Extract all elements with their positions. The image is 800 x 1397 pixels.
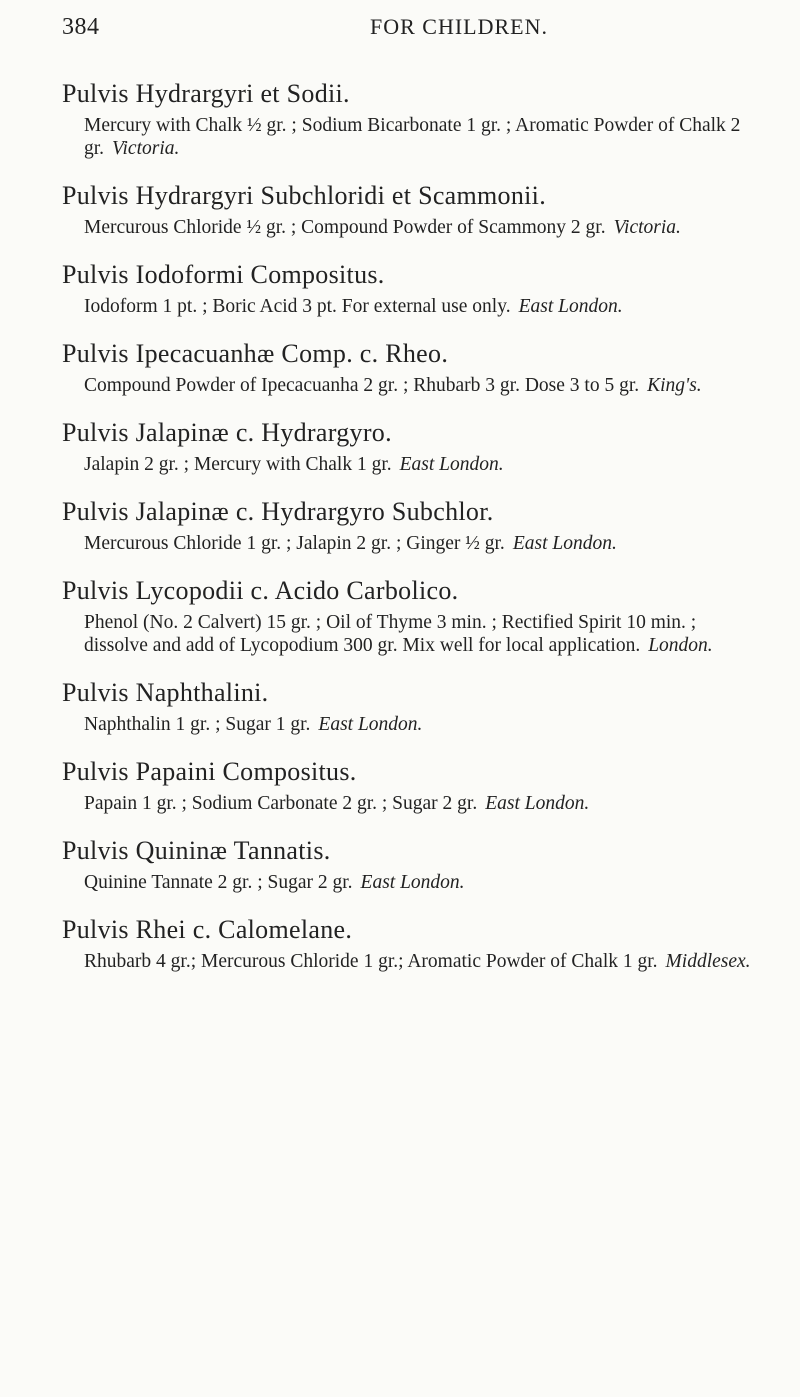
- entry-source: Middlesex.: [665, 951, 751, 972]
- entry-source: East London.: [399, 454, 504, 475]
- entry-ingredients: Mercurous Chloride ½ gr. ; Compound Powder of Scammony 2 gr.: [84, 217, 606, 238]
- page-number: 384: [62, 14, 100, 40]
- entry-title: Pulvis Naphthalini.: [62, 678, 269, 707]
- entry-title: Pulvis Quininæ Tannatis.: [62, 836, 331, 865]
- entry-title: Pulvis Iodoformi Compositus.: [62, 260, 385, 289]
- entry-source: Victoria.: [613, 217, 681, 238]
- entry-body: [62, 611, 762, 657]
- entry-ingredients: Mercury with Chalk ½ gr. ; Sodium Bicarbonate 1 gr. ; Aromatic Powder of Chalk 2 gr.: [84, 115, 741, 159]
- formulary-entry: [62, 914, 762, 973]
- entry-source: East London.: [518, 296, 623, 317]
- entry-ingredients: Rhubarb 4 gr.; Mercurous Chloride 1 gr.; Aromatic Powder of Chalk 1 gr.: [84, 951, 658, 972]
- entry-title: Pulvis Rhei c. Calomelane.: [62, 915, 353, 944]
- entry-title: Pulvis Ipecacuanhæ Comp. c. Rheo.: [62, 339, 449, 368]
- formulary-entry: [62, 259, 762, 318]
- entry-source: King's.: [647, 375, 702, 396]
- entry-title: Pulvis Jalapinæ c. Hydrargyro.: [62, 418, 392, 447]
- formulary-entry: [62, 417, 762, 476]
- entry-source: East London.: [512, 533, 617, 554]
- entry-body: [62, 374, 762, 397]
- entry-title: Pulvis Lycopodii c. Acido Carbolico.: [62, 576, 459, 605]
- entry-ingredients: Jalapin 2 gr. ; Mercury with Chalk 1 gr.: [84, 454, 392, 475]
- formulary-entry: [62, 756, 762, 815]
- entry-ingredients: Compound Powder of Ipecacuanha 2 gr. ; Rhubarb 3 gr. Dose 3 to 5 gr.: [84, 375, 640, 396]
- formulary-entry: [62, 496, 762, 555]
- formulary-entry: [62, 575, 762, 657]
- formulary-entry: [62, 338, 762, 397]
- entry-ingredients: Mercurous Chloride 1 gr. ; Jalapin 2 gr. ; Ginger ½ gr.: [84, 533, 505, 554]
- entry-body: [62, 950, 762, 973]
- entry-source: East London.: [360, 872, 465, 893]
- entry-ingredients: Papain 1 gr. ; Sodium Carbonate 2 gr. ; Sugar 2 gr.: [84, 793, 478, 814]
- entry-ingredients: Quinine Tannate 2 gr. ; Sugar 2 gr.: [84, 872, 353, 893]
- running-head: FOR CHILDREN.: [370, 14, 549, 39]
- page-header: [62, 14, 762, 54]
- formulary-entry: [62, 78, 762, 160]
- formulary-entry: [62, 677, 762, 736]
- entry-title: Pulvis Papaini Compositus.: [62, 757, 357, 786]
- entry-body: [62, 792, 762, 815]
- entry-title: Pulvis Hydrargyri Subchloridi et Scammonii.: [62, 181, 546, 210]
- entry-body: [62, 532, 762, 555]
- entry-body: [62, 713, 762, 736]
- entry-body: [62, 295, 762, 318]
- entry-body: [62, 114, 762, 160]
- entry-body: [62, 871, 762, 894]
- entry-ingredients: Naphthalin 1 gr. ; Sugar 1 gr.: [84, 714, 311, 735]
- formulary-entry: [62, 835, 762, 894]
- entry-body: [62, 453, 762, 476]
- formulary-entries: [62, 78, 762, 993]
- entry-source: London.: [648, 635, 713, 656]
- formulary-entry: [62, 180, 762, 239]
- entry-title: Pulvis Jalapinæ c. Hydrargyro Subchlor.: [62, 497, 494, 526]
- entry-source: East London.: [485, 793, 590, 814]
- entry-ingredients: Phenol (No. 2 Calvert) 15 gr. ; Oil of Thyme 3 min. ; Rectified Spirit 10 min. ; dissolve and add of Lycopodium 300 gr. Mix well for local application.: [84, 612, 697, 656]
- entry-ingredients: Iodoform 1 pt. ; Boric Acid 3 pt. For external use only.: [84, 296, 511, 317]
- entry-title: Pulvis Hydrargyri et Sodii.: [62, 79, 350, 108]
- entry-source: Victoria.: [112, 138, 180, 159]
- entry-body: [62, 216, 762, 239]
- entry-source: East London.: [318, 714, 423, 735]
